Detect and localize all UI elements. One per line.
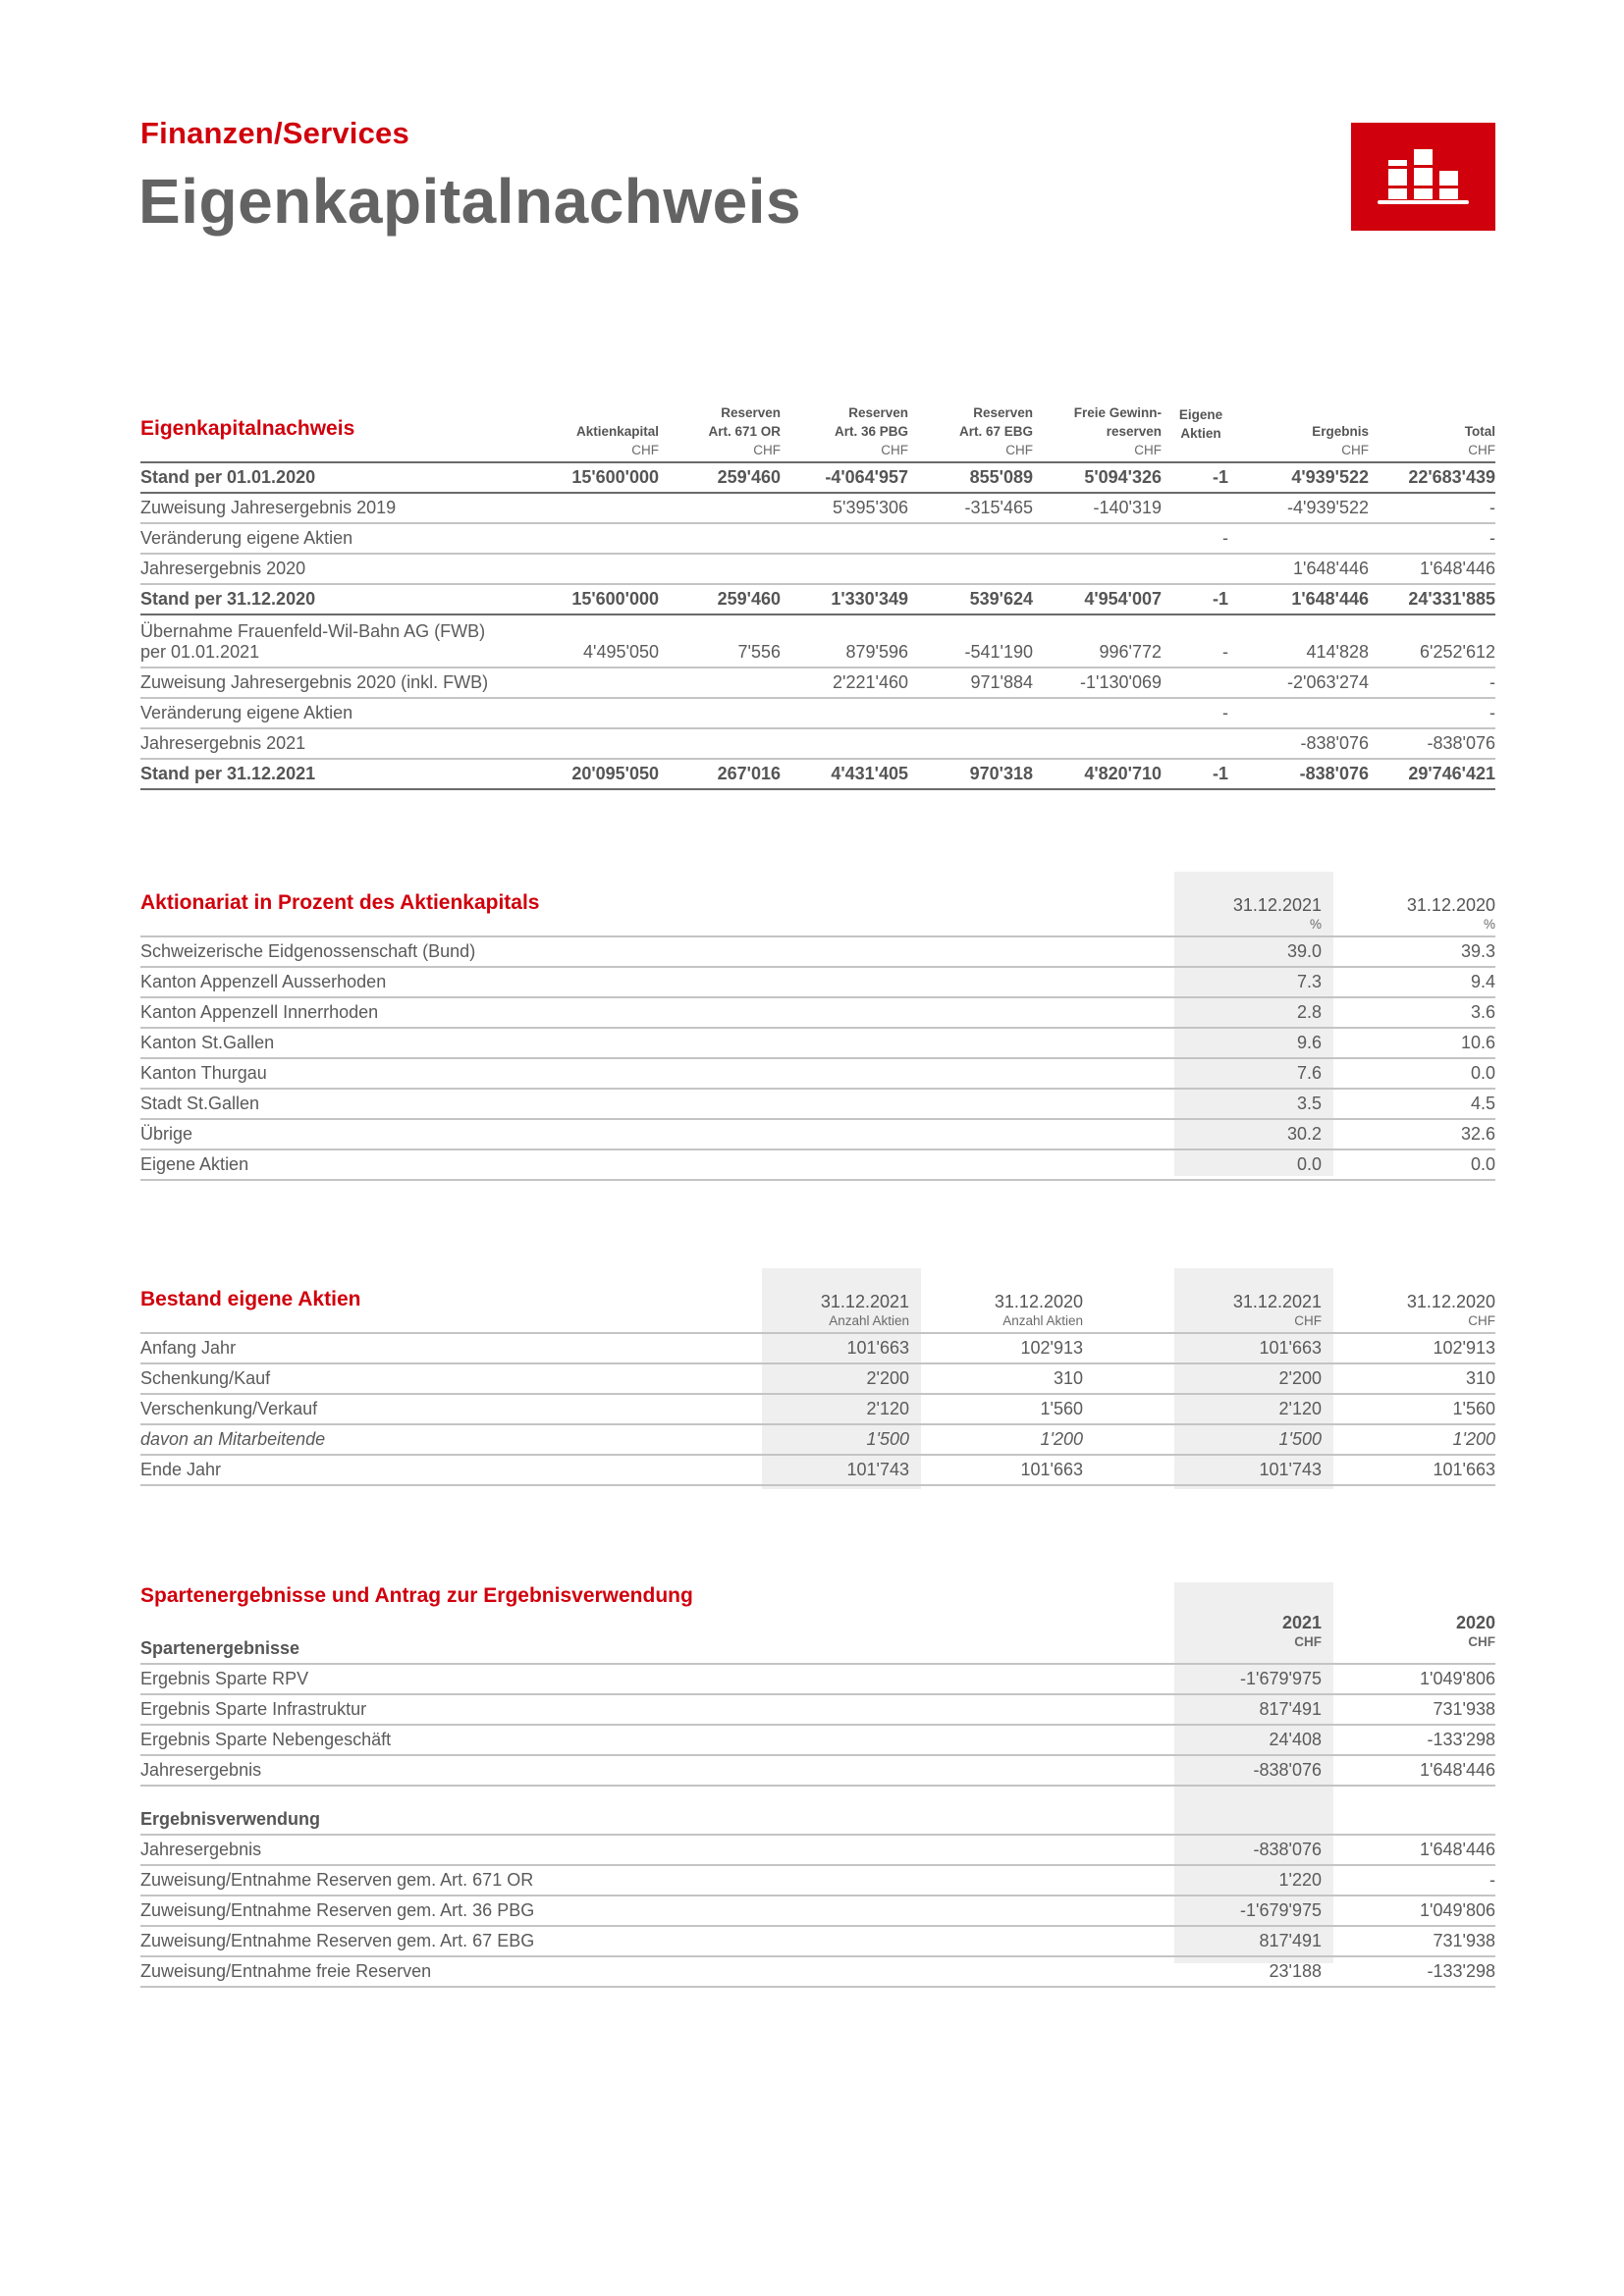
- column-header: Reserven Art. 36 PBG CHF: [834, 405, 908, 457]
- table-row: Jahresergebnis -838'076 1'648'446: [140, 1835, 1495, 1865]
- segment-results-title: Spartenergebnisse und Antrag zur Ergebnisverwendung: [140, 1584, 693, 1607]
- table-row: Zuweisung/Entnahme Reserven gem. Art. 671 OR 1'220 -: [140, 1865, 1495, 1896]
- table-row: Jahresergebnis -838'076 1'648'446: [140, 1755, 1495, 1786]
- table-row: Eigene Aktien 0.0 0.0: [140, 1149, 1495, 1180]
- table-row: Stand per 31.12.2020 15'600'000 259'460 1'330'349 539'624 4'954'007 -1 1'648'446 24'331'885: [140, 584, 1495, 614]
- own-shares-section: [140, 1268, 1495, 1489]
- table-row: Zuweisung Jahresergebnis 2020 (inkl. FWB) 2'221'460 971'884 -1'130'069 -2'063'274 -: [140, 667, 1495, 698]
- shareholders-title: Aktionariat in Prozent des Aktienkapitals: [140, 891, 540, 914]
- table-row: Jahresergebnis 2021 -838'076 -838'076: [140, 728, 1495, 759]
- own-shares-title: Bestand eigene Aktien: [140, 1288, 361, 1310]
- table-row: Ergebnis Sparte Infrastruktur 817'491 731'938: [140, 1694, 1495, 1725]
- page-title: Eigenkapitalnachweis: [138, 166, 802, 237]
- table-row: Kanton Appenzell Ausserhoden 7.3 9.4: [140, 967, 1495, 997]
- column-header: Ergebnis CHF: [1312, 424, 1369, 457]
- table-row: Ergebnis Sparte Nebengeschäft 24'408 -133'298: [140, 1725, 1495, 1755]
- equity-statement-title: Eigenkapitalnachweis: [140, 417, 355, 440]
- table-row: Anfang Jahr 101'663 102'913 101'663 102'913: [140, 1333, 1495, 1363]
- column-header: Reserven Art. 671 OR CHF: [708, 405, 781, 457]
- table-row: Kanton Thurgau 7.6 0.0: [140, 1058, 1495, 1089]
- table-row: Veränderung eigene Aktien - -: [140, 523, 1495, 554]
- shareholders-section: [140, 872, 1495, 1176]
- equity-statement-table: [140, 398, 1495, 790]
- table-row: Stand per 31.12.2021 20'095'050 267'016 4'431'405 970'318 4'820'710 -1 -838'076 29'746'421: [140, 759, 1495, 789]
- section-kicker: Finanzen/Services: [140, 116, 409, 150]
- table-row: Ergebnis Sparte RPV -1'679'975 1'049'806: [140, 1664, 1495, 1694]
- segment-results-section: [140, 1582, 1495, 1981]
- column-header: Eigene Aktien: [1178, 407, 1223, 441]
- own-shares-table: [140, 1268, 1495, 1486]
- table-row: Kanton St.Gallen 9.6 10.6: [140, 1028, 1495, 1058]
- column-header: Reserven Art. 67 EBG CHF: [958, 405, 1033, 457]
- table-row: Verschenkung/Verkauf 2'120 1'560 2'120 1'560: [140, 1394, 1495, 1424]
- table-row: Zuweisung/Entnahme Reserven gem. Art. 36 PBG -1'679'975 1'049'806: [140, 1896, 1495, 1926]
- table-row: Kanton Appenzell Innerrhoden 2.8 3.6: [140, 997, 1495, 1028]
- column-header: Total CHF: [1464, 424, 1495, 457]
- column-header: Freie Gewinn- reserven CHF: [1073, 405, 1162, 457]
- table-row: Zuweisung/Entnahme freie Reserven 23'188 -133'298: [140, 1956, 1495, 1987]
- table-row: Stand per 01.01.2020 15'600'000 259'460 -4'064'957 855'089 5'094'326 -1 4'939'522 22'683'439: [140, 462, 1495, 493]
- table-row: Ende Jahr 101'743 101'663 101'743 101'663: [140, 1455, 1495, 1485]
- own-shares-header-row: 31.12.2021 Anzahl Aktien 31.12.2020 Anzahl Aktien 31.12.2021 CHF 31.12.2020 CHF: [820, 1292, 1495, 1328]
- table-row: Schweizerische Eidgenossenschaft (Bund) 39.0 39.3: [140, 936, 1495, 967]
- group-heading: Spartenergebnisse CHF CHF: [140, 1633, 1495, 1664]
- table-row: Schenkung/Kauf 2'200 310 2'200 310: [140, 1363, 1495, 1394]
- bar-chart-icon: [1351, 123, 1495, 231]
- table-row: Stadt St.Gallen 3.5 4.5: [140, 1089, 1495, 1119]
- table-row: Zuweisung/Entnahme Reserven gem. Art. 67 EBG 817'491 731'938: [140, 1926, 1495, 1956]
- group-heading: Ergebnisverwendung: [140, 1804, 1495, 1835]
- table-row: Übernahme Frauenfeld-Wil-Bahn AG (FWB) per 01.01.2021 4'495'050 7'556 879'596 -541'190 996'772 - 414'828 6'252'612: [140, 614, 1495, 667]
- table-row: Zuweisung Jahresergebnis 2019 5'395'306 -315'465 -140'319 -4'939'522 -: [140, 493, 1495, 523]
- equity-header-row: [140, 398, 1495, 461]
- table-row: Jahresergebnis 2020 1'648'446 1'648'446: [140, 554, 1495, 584]
- table-row: davon an Mitarbeitende 1'500 1'200 1'500 1'200: [140, 1424, 1495, 1455]
- table-row: Veränderung eigene Aktien - -: [140, 698, 1495, 728]
- shareholders-header-row: 31.12.2021 % 31.12.2020 %: [1232, 895, 1495, 932]
- table-row: Übrige 30.2 32.6: [140, 1119, 1495, 1149]
- column-header: Aktienkapital CHF: [575, 424, 659, 457]
- shareholders-table: [140, 872, 1495, 1181]
- segment-results-table: 2021 2020 Spartenergebnisse CHF CHF Ergebnis Sparte RPV -1'679'975 1'049'806 Ergebnis Sparte Infrastruktur 817'491 731'938 Ergebnis Sparte Nebengeschäft 24'408 -133'298 Jahresergebnis -838'076 1'648'446 Ergebnisverwendung Jahresergebnis -838'076 1'648'446 Zuweisung/Entnahme Reserven gem. Art. 671 OR 1'220 - Zuweisung/Entnahme Reserven gem. Art. 36 PBG -1'679'975 1'049'806 Zuweisung/Entnahme Reserven gem. Art. 67 EBG 817'491 731'938 Zuweisung/Entnahme freie Reserven 23'188 -133'298: [140, 1582, 1495, 1988]
